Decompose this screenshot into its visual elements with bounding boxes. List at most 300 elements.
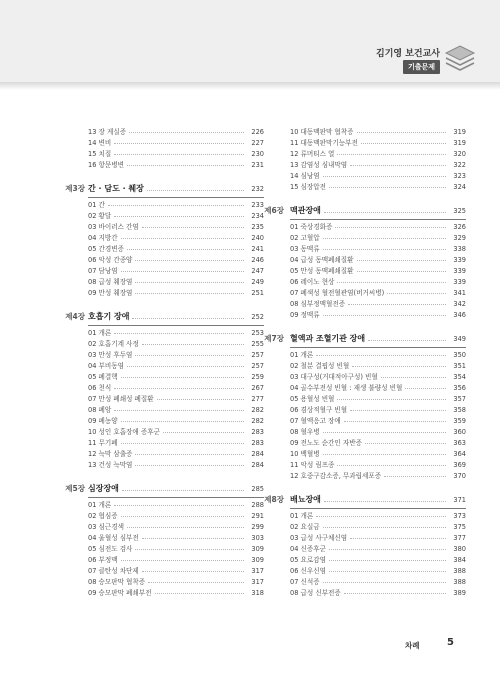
entry-title: 10 대동맥판막 협착증 [290, 128, 354, 136]
toc-entry[interactable] [290, 588, 466, 599]
entry-page: 324 [453, 183, 466, 191]
toc-right-column [264, 127, 466, 599]
entry-page: 375 [453, 523, 466, 531]
dot-leader [405, 388, 446, 389]
toc-entry[interactable] [290, 310, 466, 321]
dot-leader [121, 377, 244, 378]
entry-page: 360 [453, 428, 466, 436]
entry-title: 09 승모판막 폐쇄부전 [88, 589, 152, 597]
toc-entry[interactable] [88, 383, 264, 394]
entry-title: 08 급성 췌장염 [88, 278, 133, 286]
toc-entry[interactable] [88, 427, 264, 438]
dot-leader [357, 271, 446, 272]
entry-page: 323 [453, 172, 466, 180]
entry-page: 342 [453, 300, 466, 308]
entry-title: 10 백혈병 [290, 450, 320, 458]
toc-entry[interactable] [290, 449, 466, 460]
chapter-number: 제7장 [264, 334, 284, 343]
entry-page: 249 [251, 278, 264, 286]
entry-page: 326 [453, 223, 466, 231]
entry-title: 01 개론 [88, 501, 112, 509]
toc-section [88, 127, 264, 171]
toc-entry[interactable] [88, 277, 264, 288]
dot-leader [135, 282, 244, 283]
toc-left-column [65, 127, 264, 599]
entry-title: 08 심부정맥혈전증 [290, 300, 346, 308]
chapter-rule [88, 497, 264, 498]
toc-entry[interactable] [290, 555, 466, 566]
entry-page: 283 [251, 428, 264, 436]
toc-entry[interactable] [290, 394, 466, 405]
entry-page: 235 [251, 223, 264, 231]
dot-leader [121, 443, 244, 444]
entry-page: 329 [453, 234, 466, 242]
entry-page: 253 [251, 329, 264, 337]
toc-entry[interactable] [88, 372, 264, 383]
dot-leader [108, 205, 244, 206]
chapter-page: 325 [453, 207, 466, 215]
entry-page: 339 [453, 256, 466, 264]
entry-title: 11 무기폐 [88, 439, 118, 447]
entry-title: 01 개론 [290, 351, 314, 359]
entry-title: 12 늑막 삼출증 [88, 450, 133, 458]
entry-title: 02 철분 결핍성 빈혈 [290, 362, 350, 370]
dot-leader [357, 260, 446, 261]
chapter-heading [264, 494, 466, 506]
entry-page: 322 [453, 161, 466, 169]
entry-page: 388 [453, 567, 466, 575]
dot-leader [323, 454, 446, 455]
dot-leader [135, 454, 244, 455]
chapter-rule [290, 347, 466, 348]
toc-entry[interactable] [290, 266, 466, 277]
entry-page: 247 [251, 267, 264, 275]
chapter-rule [88, 325, 264, 326]
entry-page: 283 [251, 439, 264, 447]
entry-page: 358 [453, 406, 466, 414]
toc-entry[interactable] [290, 182, 466, 193]
entry-page: 363 [453, 439, 466, 447]
entry-title: 14 심낭염 [290, 172, 320, 180]
dot-leader [361, 143, 446, 144]
dot-leader [323, 249, 446, 250]
toc-entry[interactable] [88, 460, 264, 471]
entry-page: 359 [453, 417, 466, 425]
chapter-title: 배뇨장애 [290, 495, 321, 504]
chapter-number: 제8장 [264, 495, 284, 504]
chapter-number: 제6장 [264, 206, 284, 215]
entry-page: 351 [453, 362, 466, 370]
entry-title: 03 동맥류 [290, 245, 320, 253]
toc-entry[interactable] [88, 588, 264, 599]
dot-leader [323, 176, 446, 177]
toc-entry[interactable] [88, 266, 264, 277]
entry-page: 233 [251, 201, 264, 209]
entry-page: 284 [251, 450, 264, 458]
entry-page: 373 [453, 512, 466, 520]
dot-leader [135, 260, 244, 261]
toc-entry[interactable] [290, 350, 466, 361]
toc-entry[interactable] [290, 244, 466, 255]
toc-entry[interactable] [290, 361, 466, 372]
entry-page: 257 [251, 351, 264, 359]
entry-page: 356 [453, 384, 466, 392]
entry-title: 05 만성 동맥폐쇄질환 [290, 267, 354, 275]
toc-entry[interactable] [290, 255, 466, 266]
entry-title: 01 죽상경화증 [290, 223, 333, 231]
toc-entry[interactable] [88, 533, 264, 544]
dot-leader [142, 344, 244, 345]
dot-leader [348, 304, 446, 305]
entry-page: 357 [453, 395, 466, 403]
toc-entry[interactable] [88, 160, 264, 171]
dot-leader [114, 388, 244, 389]
toc-section [290, 127, 466, 193]
entry-page: 226 [251, 128, 264, 136]
dot-leader [142, 538, 244, 539]
dot-leader [350, 165, 446, 166]
toc-entry[interactable] [290, 233, 466, 244]
dot-leader [157, 399, 244, 400]
entry-title: 09 폐농양 [88, 417, 118, 425]
toc-entry[interactable] [88, 233, 264, 244]
entry-title: 02 협심증 [88, 512, 118, 520]
dot-leader [135, 293, 244, 294]
entry-page: 388 [453, 578, 466, 586]
entry-title: 05 요로감염 [290, 556, 326, 564]
dot-leader [329, 571, 446, 572]
toc-entry[interactable] [290, 372, 466, 383]
toc-entry[interactable] [88, 566, 264, 577]
toc-entry[interactable] [88, 222, 264, 233]
entry-page: 354 [453, 373, 466, 381]
toc-entry[interactable] [88, 339, 264, 350]
dot-leader [384, 476, 446, 477]
chapter-heading [65, 183, 264, 195]
entry-page: 257 [251, 362, 264, 370]
toc-entry[interactable] [88, 255, 264, 266]
entry-page: 319 [453, 128, 466, 136]
toc-entry[interactable] [290, 383, 466, 394]
chapter-number: 제3장 [65, 184, 85, 193]
dot-leader [381, 377, 446, 378]
toc-entry[interactable] [290, 171, 466, 182]
entry-title: 01 개론 [290, 512, 314, 520]
dot-leader [147, 190, 244, 191]
chapter-title: 호흡기 장애 [88, 312, 130, 321]
dot-leader [316, 516, 446, 517]
dot-leader [121, 560, 244, 561]
toc-entry[interactable] [290, 149, 466, 160]
dot-leader [135, 465, 244, 466]
toc-entry[interactable] [290, 460, 466, 471]
dot-leader [324, 501, 446, 502]
entry-title: 02 호흡기계 사정 [88, 340, 139, 348]
entry-title: 06 악성 간종양 [88, 256, 133, 264]
entry-page: 369 [453, 461, 466, 469]
toc-entry[interactable] [290, 511, 466, 522]
toc-entry[interactable] [290, 160, 466, 171]
toc-entry[interactable] [88, 449, 264, 460]
entry-page: 255 [251, 340, 264, 348]
entry-page: 309 [251, 545, 264, 553]
chapter-title: 맥관장애 [290, 206, 321, 215]
dot-leader [121, 271, 244, 272]
entry-page: 338 [453, 245, 466, 253]
toc-entry[interactable] [88, 127, 264, 138]
entry-page: 227 [251, 139, 264, 147]
toc-entry[interactable] [88, 394, 264, 405]
dot-leader [365, 443, 446, 444]
entry-title: 06 겸상적혈구 빈혈 [290, 406, 348, 414]
dot-leader [337, 154, 446, 155]
entry-title: 14 변비 [88, 139, 112, 147]
toc-entry[interactable] [88, 361, 264, 372]
dot-leader [387, 293, 446, 294]
book-title: 김기영 보건교사 [376, 49, 440, 59]
stacked-layers-icon [444, 44, 476, 74]
dot-leader [127, 366, 244, 367]
entry-title: 13 감염성 심내막염 [290, 161, 348, 169]
toc-entry[interactable] [290, 277, 466, 288]
entry-title: 03 급성 사구체신염 [290, 534, 348, 542]
toc-entry[interactable] [290, 471, 466, 482]
entry-page: 319 [453, 139, 466, 147]
chapter-page: 349 [453, 335, 466, 343]
dot-leader [121, 238, 244, 239]
dot-leader [114, 505, 244, 506]
dot-leader [127, 165, 244, 166]
toc-entry[interactable] [290, 522, 466, 533]
dot-leader [344, 593, 446, 594]
entry-page: 318 [251, 589, 264, 597]
entry-title: 08 승모판막 협착증 [88, 578, 146, 586]
entry-title: 06 레이노 현상 [290, 278, 335, 286]
toc-entry[interactable] [290, 544, 466, 555]
toc-entry[interactable] [88, 405, 264, 416]
entry-title: 13 건성 늑막염 [88, 461, 133, 469]
entry-page: 350 [453, 351, 466, 359]
toc-entry[interactable] [290, 566, 466, 577]
chapter-heading [65, 311, 264, 323]
dot-leader [324, 212, 446, 213]
toc-entry[interactable] [88, 544, 264, 555]
dot-leader [352, 366, 446, 367]
toc-entry[interactable] [88, 211, 264, 222]
toc-section [264, 333, 466, 482]
dot-leader [337, 465, 446, 466]
entry-title: 09 만성 췌장염 [88, 289, 133, 297]
entry-page: 234 [251, 212, 264, 220]
toc-entry[interactable] [88, 200, 264, 211]
entry-page: 288 [251, 501, 264, 509]
toc-entry[interactable] [290, 138, 466, 149]
entry-title: 16 항문병변 [88, 161, 124, 169]
entry-title: 03 대구성(거대적아구성) 빈혈 [290, 373, 378, 381]
entry-page: 339 [453, 267, 466, 275]
toc-entry[interactable] [88, 555, 264, 566]
badge: 기출문제 [403, 60, 440, 74]
entry-page: 341 [453, 289, 466, 297]
toc-entry[interactable] [88, 244, 264, 255]
dot-leader [114, 216, 244, 217]
entry-title: 01 개론 [88, 329, 112, 337]
entry-title: 09 정맥류 [290, 311, 320, 319]
entry-page: 241 [251, 245, 264, 253]
toc-entry[interactable] [290, 533, 466, 544]
dot-leader [337, 399, 446, 400]
entry-page: 377 [453, 534, 466, 542]
entry-page: 282 [251, 406, 264, 414]
chapter-rule [290, 219, 466, 220]
entry-title: 15 심장압전 [290, 183, 326, 191]
chapter-title: 간 · 담도 · 췌장 [88, 184, 144, 193]
toc-entry[interactable] [290, 405, 466, 416]
entry-page: 284 [251, 461, 264, 469]
dot-leader [316, 355, 446, 356]
entry-title: 12 류머티스 열 [290, 150, 335, 158]
dot-leader [129, 132, 244, 133]
toc-entry[interactable] [88, 416, 264, 427]
entry-page: 267 [251, 384, 264, 392]
toc-entry[interactable] [290, 427, 466, 438]
entry-title: 07 담낭염 [88, 267, 118, 275]
toc-section [65, 183, 264, 299]
entry-page: 277 [251, 395, 264, 403]
toc-section [264, 494, 466, 599]
entry-page: 380 [453, 545, 466, 553]
entry-title: 06 천식 [88, 384, 112, 392]
entry-page: 259 [251, 373, 264, 381]
dot-leader [114, 410, 244, 411]
toc-entry[interactable] [290, 222, 466, 233]
entry-title: 02 고혈압 [290, 234, 320, 242]
entry-title: 08 급성 신부전증 [290, 589, 341, 597]
dot-leader [127, 527, 244, 528]
entry-title: 08 혈우병 [290, 428, 320, 436]
dot-leader [163, 432, 244, 433]
entry-title: 12 호중구감소증, 무과립세포증 [290, 472, 382, 480]
toc-entry[interactable] [88, 438, 264, 449]
toc-entry[interactable] [290, 288, 466, 299]
dot-leader [132, 318, 244, 319]
dot-leader [329, 187, 446, 188]
toc-entry[interactable] [88, 350, 264, 361]
dot-leader [122, 490, 244, 491]
dot-leader [323, 315, 446, 316]
entry-title: 04 급성 동맥폐쇄질환 [290, 256, 354, 264]
toc-section [264, 205, 466, 321]
entry-page: 364 [453, 450, 466, 458]
entry-page: 317 [251, 567, 264, 575]
dot-leader [135, 355, 244, 356]
chapter-page: 285 [251, 485, 264, 493]
entry-page: 240 [251, 234, 264, 242]
dot-leader [329, 560, 446, 561]
dot-leader [114, 333, 244, 334]
dot-leader [114, 143, 244, 144]
toc-entry[interactable] [88, 149, 264, 160]
toc-entry[interactable] [88, 511, 264, 522]
toc-entry[interactable] [290, 438, 466, 449]
entry-title: 04 신증후군 [290, 545, 326, 553]
entry-title: 01 간 [88, 201, 105, 209]
entry-title: 05 심전도 검사 [88, 545, 133, 553]
toc-entry[interactable] [88, 328, 264, 339]
toc-entry[interactable] [88, 138, 264, 149]
dot-leader [127, 249, 244, 250]
entry-page: 282 [251, 417, 264, 425]
entry-title: 02 요실금 [290, 523, 320, 531]
toc-entry[interactable] [290, 127, 466, 138]
chapter-rule [88, 197, 264, 198]
chapter-heading [264, 205, 466, 217]
entry-page: 384 [453, 556, 466, 564]
toc-entry[interactable] [290, 416, 466, 427]
entry-title: 05 용혈성 빈혈 [290, 395, 335, 403]
entry-title: 07 신석증 [290, 578, 320, 586]
entry-title: 03 심근경색 [88, 523, 124, 531]
entry-title: 07 만성 폐쇄성 폐질환 [88, 395, 154, 403]
toc-entry[interactable] [290, 299, 466, 310]
entry-page: 317 [251, 578, 264, 586]
chapter-page: 232 [251, 185, 264, 193]
chapter-heading [65, 483, 264, 495]
entry-title: 13 장 게실증 [88, 128, 127, 136]
page-number: 5 [447, 637, 454, 648]
toc-entry[interactable] [88, 522, 264, 533]
entry-page: 346 [453, 311, 466, 319]
entry-title: 07 클탄성 차단제 [88, 567, 139, 575]
entry-title: 11 대동맥판막기능부전 [290, 139, 358, 147]
entry-title: 09 전노도 순간인 자반증 [290, 439, 363, 447]
dot-leader [350, 538, 446, 539]
chapter-rule [290, 508, 466, 509]
toc-section [65, 483, 264, 599]
dot-leader [135, 549, 244, 550]
dot-leader [114, 154, 244, 155]
chapter-heading [264, 333, 466, 345]
dot-leader [148, 582, 244, 583]
dot-leader [335, 227, 446, 228]
entry-title: 04 지방간 [88, 234, 118, 242]
toc-entry[interactable] [290, 577, 466, 588]
entry-title: 02 황달 [88, 212, 112, 220]
chapter-number: 제5장 [65, 484, 85, 493]
entry-title: 03 만성 후두염 [88, 351, 133, 359]
toc-entry[interactable] [88, 288, 264, 299]
chapter-title: 심장장애 [88, 484, 119, 493]
entry-title: 04 부비동염 [88, 362, 124, 370]
entry-page: 339 [453, 278, 466, 286]
dot-leader [350, 410, 446, 411]
dot-leader [337, 282, 446, 283]
header-shadow [0, 82, 500, 90]
entry-title: 03 바이러스 간염 [88, 223, 139, 231]
toc-section [65, 311, 264, 471]
entry-title: 15 치질 [88, 150, 112, 158]
entry-title: 05 간경변증 [88, 245, 124, 253]
toc-entry[interactable] [88, 577, 264, 588]
chapter-page: 371 [453, 496, 466, 504]
entry-page: 246 [251, 256, 264, 264]
entry-title: 04 골수부전성 빈혈 : 재생 불량성 빈혈 [290, 384, 403, 392]
dot-leader [155, 593, 244, 594]
toc-entry[interactable] [88, 500, 264, 511]
chapter-title: 혈액과 조혈기관 장애 [290, 334, 366, 343]
entry-title: 07 혈액응고 장애 [290, 417, 341, 425]
dot-leader [323, 527, 446, 528]
